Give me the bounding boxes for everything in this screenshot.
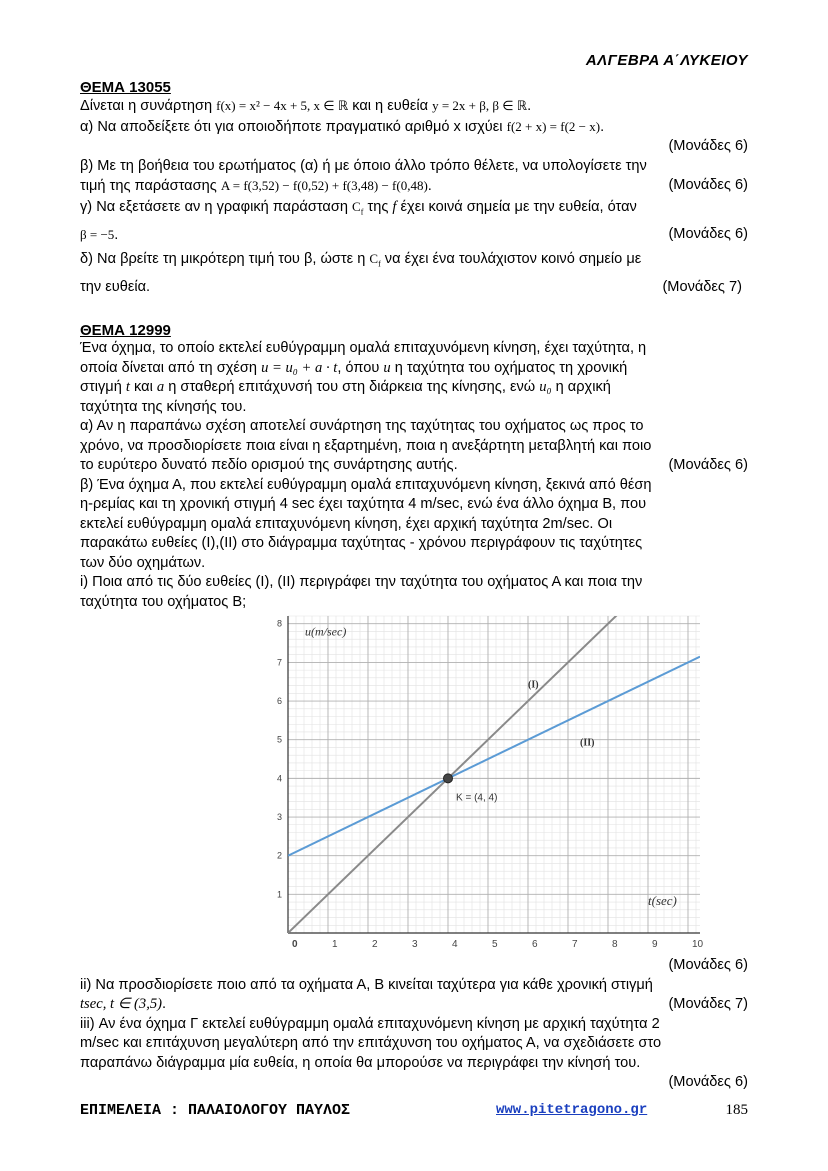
question-c-line2	[80, 225, 748, 246]
marks-2bii: (Μονάδες 7)	[668, 996, 748, 1012]
footer-link[interactable]: www.pitetragono.gr	[496, 1102, 648, 1118]
theme2-i-line1: i) Ποια από τις δύο ευθείες (Ι), (ΙΙ) περιγράφει την ταχύτητα του οχήματος Α και ποια την	[80, 574, 643, 590]
series-label-1: (I)	[528, 679, 539, 691]
y-tick-label: 3	[276, 812, 282, 823]
theme2-i-line2: ταχύτητα του οχήματος Β;	[80, 593, 247, 610]
x-tick-label: 0	[292, 939, 298, 950]
intro-mid: και η ευθεία	[352, 98, 429, 114]
page-number: 185	[725, 1102, 748, 1118]
question-c-line1	[80, 197, 748, 222]
question-a-text: α) Να αποδείξετε ότι για οποιοδήποτε πραγματικό αριθμό x ισχύει	[80, 118, 503, 135]
x-tick-label: 9	[652, 939, 658, 950]
x-axis-label: t(sec)	[648, 893, 677, 909]
function-def: f(x) = x² − 4x + 5, x ∈ ℝ	[216, 98, 349, 113]
theme2-b-line1: β) Ένα όχημα Α, που εκτελεί ευθύγραμμη ομαλά επιταχυνόμενη κίνηση, ξεκινά από θέση	[80, 476, 652, 493]
marks-d: (Μονάδες 7)	[662, 279, 742, 296]
theme2-iii-line3: παραπάνω διάγραμμα μία ευθεία, η οποία θα μπορούσε να περιγράφει την κίνησή του.	[80, 1054, 641, 1071]
x-tick-label: 5	[492, 939, 498, 950]
theme2-ii-line2: tsec, t ∈ (3,5). (Μονάδες 7)	[80, 995, 748, 1015]
marks-c: (Μονάδες 6)	[668, 225, 748, 242]
question-a	[80, 117, 748, 138]
f-symbol: f	[392, 198, 397, 215]
theme2-b-line2: η-ρεμίας και τη χρονική στιγμή 4 sec έχει ταχύτητα 4 m/sec, ενώ ένα άλλο όχημα Β, που	[80, 496, 647, 512]
page-header: ΑΛΓΕΒΡΑ Α΄ΛΥΚΕΙΟΥ	[585, 52, 748, 69]
y-tick-label: 4	[276, 773, 282, 784]
beta-value: β = −5	[80, 226, 115, 242]
question-c-text1: γ) Να εξετάσετε αν η γραφική παράσταση	[80, 198, 348, 215]
plot-background	[288, 616, 700, 933]
intro-text: Δίνεται η συνάρτηση	[80, 98, 213, 114]
cf-symbol: $C_f$	[352, 198, 364, 217]
y-tick-label: 2	[276, 850, 282, 861]
theme2-p1-line1: Ένα όχημα, το οποίο εκτελεί ευθύγραμμη ομαλά επιταχυνόμενη κίνηση, έχει ταχύτητα, η	[80, 340, 647, 356]
marks-2bi: (Μονάδες 6)	[668, 957, 748, 973]
question-a-end: .	[600, 118, 605, 135]
x-tick-label: 1	[332, 939, 338, 950]
intro	[80, 96, 748, 117]
question-c-end: .	[114, 226, 119, 243]
marks-2biii: (Μονάδες 6)	[668, 1074, 748, 1090]
theme-12999-cont	[80, 956, 748, 1093]
x-tick-label: 7	[572, 939, 578, 950]
marks-b: (Μονάδες 6)	[668, 177, 748, 193]
y-axis-label: u(m/sec)	[305, 624, 347, 639]
x-tick-label: 3	[412, 939, 418, 950]
theme2-iii-line2: m/sec και επιτάχυνση μεγαλύτερη από την επιτάχυνση του οχήματος Α, να σχεδιάσετε στο	[80, 1035, 662, 1051]
theme2-ii-line1: ii) Να προσδιορίσετε ποιο από τα οχήματα Α, Β κινείται ταχύτερα για κάθε χρονική στιγμή	[80, 976, 653, 993]
theme2-b-line3: εκτελεί ευθύγραμμη ομαλά επιταχυνόμενη κίνηση, έχει αρχική ταχύτητα 2m/sec. Οι	[80, 515, 613, 532]
series-label-2: (II)	[580, 737, 595, 749]
theme2-a-line1: α) Αν η παραπάνω σχέση αποτελεί συνάρτηση της ταχύτητας του οχήματος ως προς το	[80, 418, 644, 434]
theme2-p1-line4: ταχύτητα της κίνησής του.	[80, 398, 247, 415]
y-tick-label: 7	[276, 657, 282, 668]
question-b-end: .	[427, 178, 432, 194]
question-d-text2: να έχει ένα τουλάχιστον κοινό σημείο με	[384, 251, 642, 268]
question-d-text1: δ) Να βρείτε τη μικρότερη τιμή του β, ώστε η	[80, 251, 366, 268]
line-def: y = 2x + β, β ∈ ℝ	[432, 98, 528, 113]
theme2-b-line5: των δύο οχημάτων.	[80, 554, 206, 571]
marks-2a: (Μονάδες 6)	[668, 457, 748, 473]
question-d-line2	[80, 278, 748, 298]
theme-12999	[80, 322, 748, 612]
x-tick-label: 6	[532, 939, 538, 950]
question-b-line2	[80, 176, 748, 197]
intersection-point	[444, 774, 453, 783]
theme2-a-line3: το ευρύτερο δυνατό πεδίο ορισμού της συνάρτησης αυτής. (Μονάδες 6)	[80, 456, 748, 476]
question-d-text3: την ευθεία.	[80, 279, 151, 296]
x-tick-label: 2	[372, 939, 378, 950]
x-tick-label: 8	[612, 939, 618, 950]
y-tick-label: 8	[276, 618, 282, 629]
x-tick-label: 4	[452, 939, 458, 950]
page-footer	[80, 1102, 748, 1124]
y-tick-label: 1	[276, 889, 282, 900]
theme2-iii-line1: iii) Αν ένα όχημα Γ εκτελεί ευθύγραμμη ομαλά επιταχυνόμενη κίνηση με αρχική ταχύτητα 2	[80, 1015, 660, 1032]
theme2-p1-line2: οποία δίνεται από τη σχέση u = u₀ + a · t, όπου u η ταχύτητα του οχήματος τη χρονική	[80, 359, 628, 376]
velocity-time-chart	[190, 608, 720, 957]
x-tick-label: 10	[692, 939, 704, 950]
y-tick-label: 5	[276, 734, 282, 745]
theme-title: ΘΕΜΑ 13055	[80, 79, 171, 96]
theme-13055	[80, 79, 748, 298]
theme2-a-line2: χρόνο, να προσδιορίσετε ποια είναι η εξαρτημένη, ποια η ανεξάρτητη μεταβλητή και ποιο	[80, 437, 652, 454]
intersection-label: K = (4, 4)	[456, 792, 498, 804]
marks-a: (Μονάδες 6)	[668, 138, 748, 154]
question-c-text3: έχει κοινά σημεία με την ευθεία, όταν	[400, 198, 637, 215]
question-b-line1: β) Με τη βοήθεια του ερωτήματος (α) ή με όποιο άλλο τρόπο θέλετε, να υπολογίσετε την	[80, 157, 647, 174]
question-b-text: τιμή της παράστασης	[80, 178, 217, 194]
footer-author: ΕΠΙΜΕΛΕΙΑ : ΠΑΛΑΙΟΛΟΓΟΥ ΠΑΥΛΟΣ	[80, 1102, 351, 1119]
velocity-formula: u = u₀ + a · t	[261, 359, 338, 376]
cf-symbol-2: $C_f$	[369, 251, 381, 269]
question-c-text2: της	[367, 198, 389, 215]
question-d-line1	[80, 249, 748, 274]
theme2-b-line4: παρακάτω ευθείες (Ι),(ΙΙ) στο διάγραμμα ταχύτητας - χρόνου περιγράφουν τις ταχύτητες	[80, 535, 643, 551]
theme2-p1-line3: στιγμή t και a η σταθερή επιτάχυνσή του στη διάρκεια της κίνησης, ενώ u₀ η αρχική	[80, 379, 611, 395]
question-b-math: A = f(3,52) − f(0,52) + f(3,48) − f(0,48)	[220, 178, 428, 193]
question-a-math: f(2 + x) = f(2 − x)	[506, 118, 601, 134]
chart-svg	[190, 608, 720, 953]
intro-end: .	[527, 98, 532, 114]
grid-minor	[288, 616, 700, 933]
y-tick-label: 6	[276, 696, 282, 707]
theme-title-2: ΘΕΜΑ 12999	[80, 322, 171, 339]
time-interval: tsec, t ∈ (3,5)	[80, 996, 163, 1012]
